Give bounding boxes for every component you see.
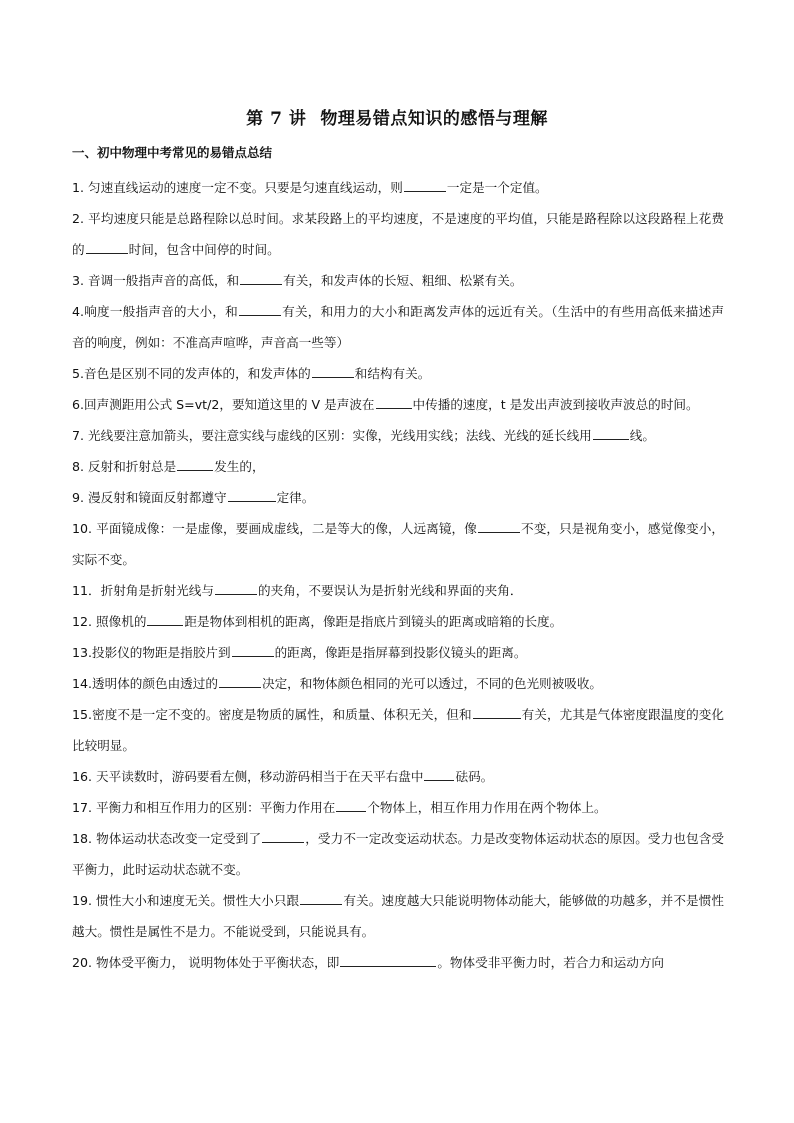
fill-blank[interactable] <box>240 272 282 285</box>
list-item: 12. 照像机的 距是物体到相机的距离，像距是指底片到镜头的距离或暗箱的长度。 <box>72 614 563 629</box>
title-topic: 物理易错点知识的感悟与理解 <box>320 109 548 129</box>
fill-blank[interactable] <box>478 520 520 533</box>
list-item: 9. 漫反射和镜面反射都遵守 定律。 <box>72 490 315 505</box>
list-item: 14.透明体的颜色由透过的 决定，和物体颜色相同的光可以透过，不同的色光则被吸收。 <box>72 676 602 691</box>
item-list <box>72 172 724 978</box>
fill-blank[interactable] <box>239 303 281 316</box>
fill-blank[interactable] <box>312 365 354 378</box>
fill-blank[interactable] <box>404 179 446 192</box>
fill-blank[interactable] <box>177 458 213 471</box>
list-item: 6.回声测距用公式 S=vt/2，要知道这里的 V 是声波在 中传播的速度，t 是发出声波到接收声波总的时间。 <box>72 397 699 412</box>
list-item: 11．折射角是折射光线与 的夹角，不要误认为是折射光线和界面的夹角． <box>72 583 523 598</box>
fill-blank[interactable] <box>593 427 629 440</box>
list-item: 8. 反射和折射总是 发生的， <box>72 459 265 474</box>
fill-blank[interactable] <box>262 830 304 843</box>
list-item: 20. 物体受平衡力， 说明物体处于平衡状态，即 。物体受非平衡力时，若合力和运动方向 <box>72 955 665 970</box>
fill-blank[interactable] <box>424 768 454 781</box>
fill-blank[interactable] <box>376 396 412 409</box>
list-item: 10. 平面镜成像：一是虚像，要画成虚线，二是等大的像，人远离镜，像 不变，只是视角变小，感觉像变小，实际不变。 <box>72 521 724 567</box>
fill-blank[interactable] <box>340 954 436 967</box>
title-lesson-number: 第 7 讲 <box>246 109 307 129</box>
section-heading: 一、初中物理中考常见的易错点总结 <box>72 145 273 160</box>
list-item: 13.投影仪的物距是指胶片到 的距离，像距是指屏幕到投影仪镜头的距离。 <box>72 645 527 660</box>
fill-blank[interactable] <box>228 489 276 502</box>
fill-blank[interactable] <box>336 799 366 812</box>
fill-blank[interactable] <box>215 582 257 595</box>
list-item: 7. 光线要注意加箭头，要注意实线与虚线的区别：实像，光线用实线；法线、光线的延长线用 线。 <box>72 428 655 443</box>
fill-blank[interactable] <box>219 675 261 688</box>
fill-blank[interactable] <box>147 613 183 626</box>
list-item: 4.响度一般指声音的大小，和 有关，和用力的大小和距离发声体的远近有关。（生活中的有些用高低来描述声音的响度，例如：不准高声喧哗，声音高一些等） <box>72 304 724 350</box>
list-item: 5.音色是区别不同的发声体的，和发声体的 和结构有关。 <box>72 366 431 381</box>
page-title <box>0 104 794 129</box>
fill-blank[interactable] <box>86 241 128 254</box>
fill-blank[interactable] <box>473 706 521 719</box>
list-item: 19. 惯性大小和速度无关。惯性大小只跟 有关。速度越大只能说明物体动能大，能够做的功越多，并不是惯性越大。惯性是属性不是力。不能说受到，只能说具有。 <box>72 893 724 939</box>
list-item: 16. 天平读数时，游码要看左侧，移动游码相当于在天平右盘中 砝码。 <box>72 769 494 784</box>
fill-blank[interactable] <box>300 892 342 905</box>
list-item: 3. 音调一般指声音的高低，和 有关，和发声体的长短、粗细、松紧有关。 <box>72 273 523 288</box>
fill-blank[interactable] <box>232 644 274 657</box>
list-item: 2. 平均速度只能是总路程除以总时间。求某段路上的平均速度，不是速度的平均值，只能是路程除以这段路程上花费的 时间，包含中间停的时间。 <box>72 211 724 257</box>
list-item: 17. 平衡力和相互作用力的区别：平衡力作用在 个物体上，相互作用力作用在两个物体上。 <box>72 800 607 815</box>
list-item: 1. 匀速直线运动的速度一定不变。只要是匀速直线运动，则 一定是一个定值。 <box>72 180 548 195</box>
list-item: 15.密度不是一定不变的。密度是物质的属性，和质量、体积无关，但和 有关，尤其是气体密度跟温度的变化比较明显。 <box>72 707 724 753</box>
list-item: 18. 物体运动状态改变一定受到了 ，受力不一定改变运动状态。力是改变物体运动状态的原因。受力也包含受平衡力，此时运动状态就不变。 <box>72 831 724 877</box>
